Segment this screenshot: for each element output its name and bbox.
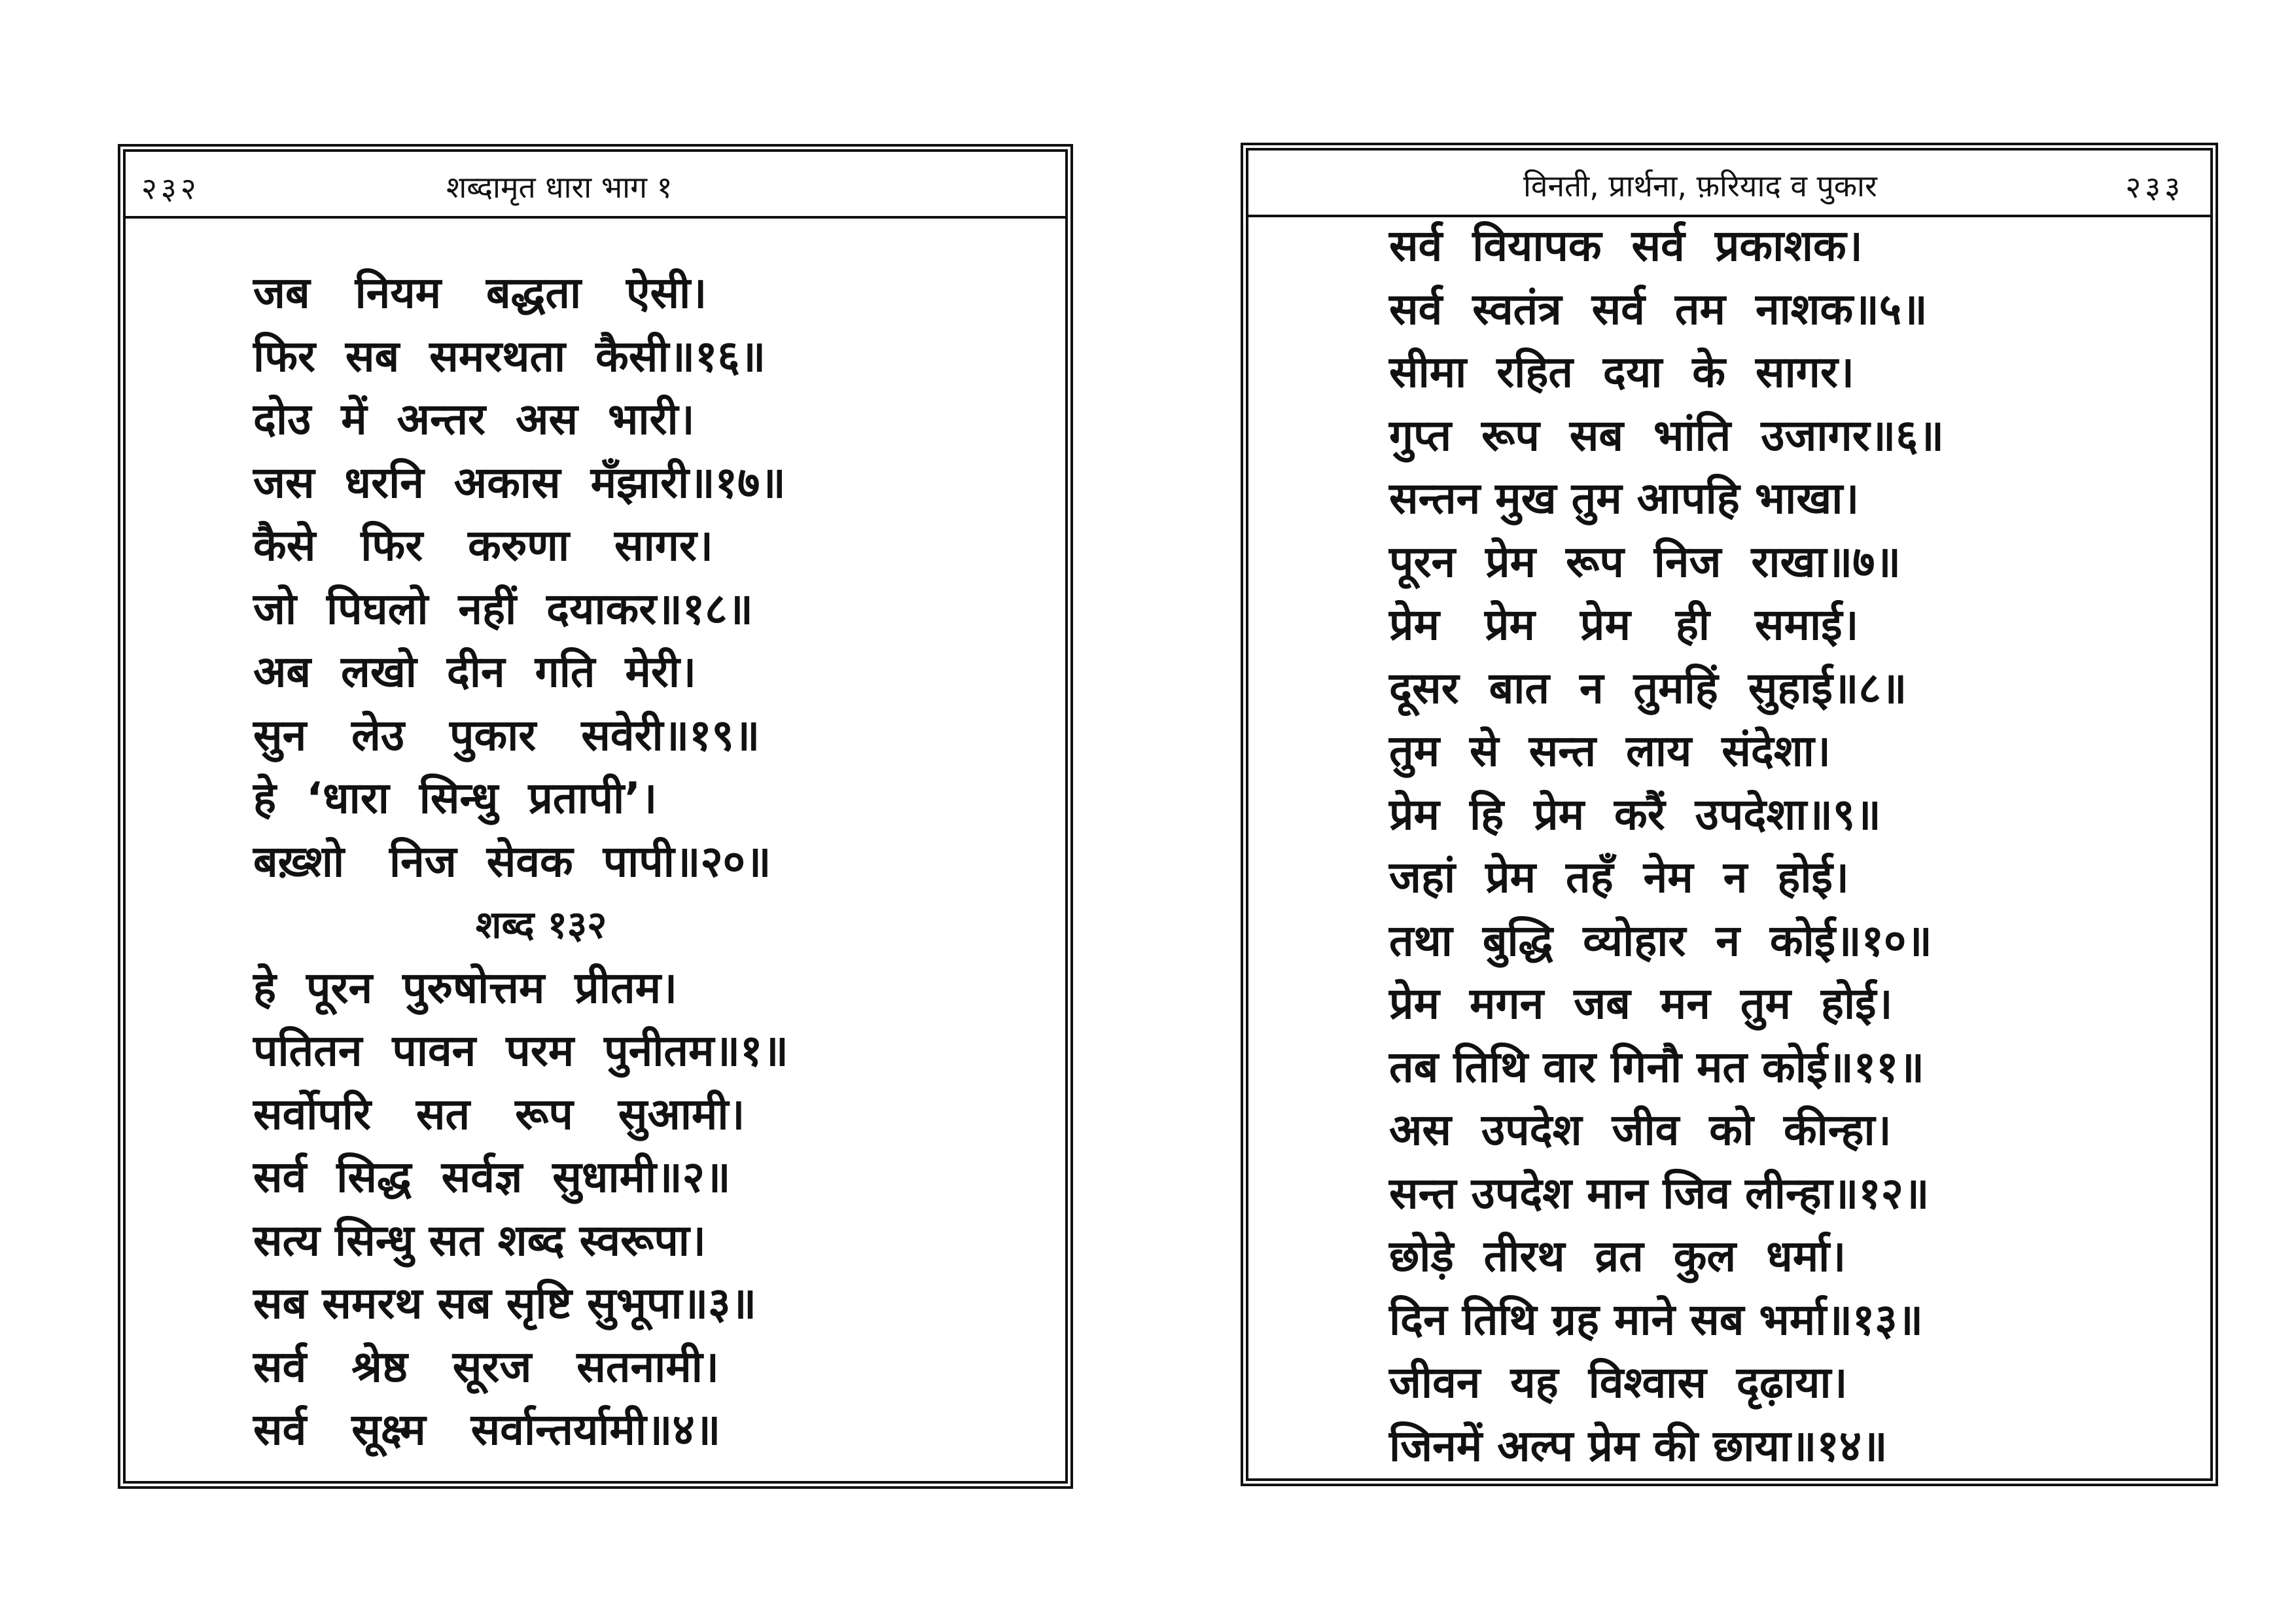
verse-line: पतितन पावन परम पुनीतम॥१॥ (253, 1026, 788, 1076)
left-page-number: २३२ (141, 171, 200, 206)
right-verse-block (1389, 215, 2102, 1478)
right-running-title: विनती, प्रार्थना, फ़रियाद व पुकार (1523, 168, 1877, 204)
verse-line: सन्तन मुख तुम आपहि भाखा। (1389, 473, 1860, 524)
verse-line: सर्व वियापक सर्व प्रकाशक। (1389, 221, 1863, 271)
verse-line: प्रेम मगन जब मन तुम होई। (1389, 978, 1893, 1029)
verse-line: जीवन यह विश्वास दृढ़ाया। (1389, 1357, 1848, 1408)
verse-line: सुन लेउ पुकार सवेरी॥१९॥ (253, 709, 760, 760)
verse-line: अब लखो दीन गति मेरी। (253, 647, 696, 697)
verse-line: सीमा रहित दया के सागर। (1389, 347, 1854, 397)
left-page (118, 144, 1073, 1489)
verse-line: जिनमें अल्प प्रेम की छाया॥१४॥ (1389, 1420, 1888, 1471)
left-page-header (126, 152, 1065, 219)
verse-line: सर्वोपरि सत रूप सुआमी। (253, 1088, 745, 1139)
verse-line: हे पूरन पुरुषोत्तम प्रीतम। (253, 962, 678, 1013)
verse-line: पूरन प्रेम रूप निज राखा॥७॥ (1389, 536, 1901, 587)
verse-line: सर्व स्वतंत्र सर्व तम नाशक॥५॥ (1389, 283, 1928, 334)
verse-line: सर्व श्रेष्ठ सूरज सतनामी। (253, 1341, 719, 1392)
verse-line: जब नियम बद्धता ऐसी। (253, 268, 707, 318)
verse-line: अस उपदेश जीव को कीन्हा। (1389, 1105, 1892, 1155)
right-page-header (1248, 151, 2210, 217)
verse-line: तुम से सन्त लाय संदेशा। (1389, 726, 1831, 776)
verse-line: सब समरथ सब सृष्टि सुभूपा॥३॥ (253, 1278, 757, 1329)
verse-line: दूसर बात न तुमहिं सुहाई॥८॥ (1389, 662, 1907, 713)
verse-line: प्रेम हि प्रेम करैं उपदेशा॥९॥ (1389, 789, 1881, 840)
verse-line: बख़्शो निज सेवक पापी॥२०॥ (253, 836, 771, 887)
verse-line: जहां प्रेम तहँ नेम न होई। (1389, 852, 1849, 902)
right-page (1241, 143, 2218, 1486)
verse-line: सन्त उपदेश मान जिव लीन्हा॥१२॥ (1389, 1168, 1930, 1219)
section-heading: शब्द १३२ (476, 902, 607, 947)
verse-line: प्रेम प्रेम प्रेम ही समाई। (1389, 599, 1859, 650)
verse-line: गुप्त रूप सब भांति उजागर॥६॥ (1389, 410, 1944, 461)
verse-line: दोउ में अन्तर अस भारी। (253, 394, 695, 444)
left-verse-block (253, 262, 947, 1462)
verse-line: जस धरनि अकास मँझारी॥१७॥ (253, 457, 786, 508)
verse-line: सर्व सिद्ध सर्वज्ञ सुधामी॥२॥ (253, 1152, 731, 1202)
verse-line: कैसे फिर करुणा सागर। (253, 520, 713, 571)
verse-line: सत्य सिन्धु सत शब्द स्वरूपा। (253, 1215, 706, 1266)
verse-line: तथा बुद्धि व्योहार न कोई॥१०॥ (1389, 915, 1932, 966)
verse-line: छोड़े तीरथ व्रत कुल धर्मा। (1389, 1231, 1846, 1281)
verse-line: तब तिथि वार गिनौ मत कोई॥११॥ (1389, 1041, 1924, 1092)
right-page-number: २३३ (2125, 169, 2184, 205)
verse-line: फिर सब समरथता कैसी॥१६॥ (253, 330, 766, 382)
verse-line: दिन तिथि ग्रह माने सब भर्मा॥१३॥ (1389, 1294, 1924, 1345)
left-running-title: शब्दामृत धारा भाग १ (446, 169, 673, 205)
verse-line: हे ‘धारा सिन्धु प्रतापी’। (253, 773, 658, 823)
verse-line: जो पिघलो नहीं दयाकर॥१८॥ (253, 583, 753, 634)
verse-line: सर्व सूक्ष्म सर्वान्तर्यामी॥४॥ (253, 1404, 721, 1455)
